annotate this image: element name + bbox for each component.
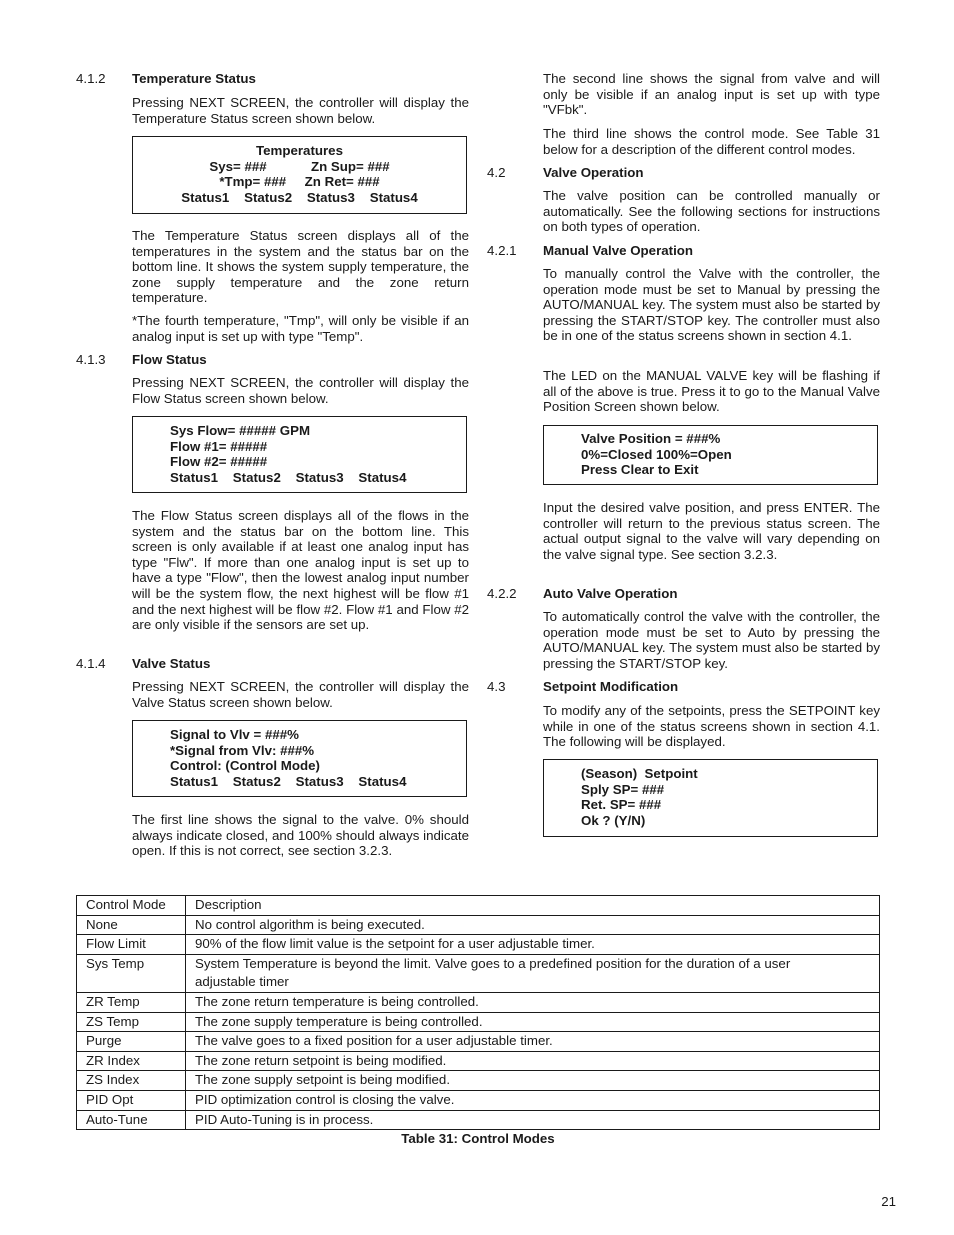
table-header-row	[77, 896, 880, 916]
lcd-screen-valve-position: Valve Position = ###% 0%=Closed 100%=Open Press Clear to Exit	[543, 425, 878, 485]
table-cell: PID optimization control is closing the valve.	[186, 1090, 880, 1110]
table-row	[77, 1110, 880, 1130]
paragraph: Pressing NEXT SCREEN, the controller will display the Temperature Status screen shown below.	[132, 95, 469, 126]
paragraph: *The fourth temperature, "Tmp", will only be visible if an analog input is set up with type "Temp".	[132, 313, 469, 344]
paragraph: To automatically control the valve with the controller, the operation mode must be set to Auto by pressing the AUTO/MANUAL key. The system must also be started by pressing the START/STOP key.	[543, 609, 880, 671]
table-header-cell: Description	[186, 896, 880, 916]
table-header-cell: Control Mode	[77, 896, 186, 916]
table-cell: PID Auto-Tuning is in process.	[186, 1110, 880, 1130]
paragraph: The Temperature Status screen displays all of the temperatures in the system and the status bar on the bottom line. It shows the system supply temperature, the zone supply temperature and the zone return temperature.	[132, 228, 469, 306]
table-caption: Table 31: Control Modes	[401, 1131, 555, 1146]
paragraph: Input the desired valve position, and press ENTER. The controller will return to the previous status screen. The actual output signal to the valve will vary depending on the valve signal type. See section 3.2.3.	[543, 500, 880, 562]
paragraph: The valve position can be controlled manually or automatically. See the following sections for instructions on both types of operation.	[543, 188, 880, 235]
table-cell: None	[77, 915, 186, 935]
table-row	[77, 1071, 880, 1091]
table-row	[77, 1012, 880, 1032]
page-number: 21	[881, 1194, 896, 1209]
lcd-screen-flow: Sys Flow= ##### GPM Flow #1= ##### Flow #2= ##### Status1 Status2 Status3 Status4	[132, 416, 467, 493]
table-cell: Sys Temp	[77, 954, 186, 992]
table-cell: No control algorithm is being executed.	[186, 915, 880, 935]
table-cell: ZR Temp	[77, 992, 186, 1012]
table-row	[77, 954, 880, 992]
control-modes-table	[76, 895, 880, 1130]
table-cell: Auto-Tune	[77, 1110, 186, 1130]
paragraph: The Flow Status screen displays all of the flows in the system and the status bar on the bottom line. This screen is only available if at least one analog input has type "Flw". If more than one analog input is set up to have a type "Flow", then the lowest analog input number will be the system flow, the next highest will be flow #1 and the next highest will be flow #2. Flow #1 and Flow #2 are only visible if the sensors are set up.	[132, 508, 469, 633]
table-cell: 90% of the flow limit value is the setpoint for a user adjustable timer.	[186, 935, 880, 955]
paragraph: The first line shows the signal to the valve. 0% should always indicate closed, and 100% should always indicate open. If this is not correct, see section 3.2.3.	[132, 812, 469, 859]
table-row	[77, 1051, 880, 1071]
table-row	[77, 935, 880, 955]
table-cell: ZS Temp	[77, 1012, 186, 1032]
table-cell: Flow Limit	[77, 935, 186, 955]
table-row	[77, 1090, 880, 1110]
paragraph: To manually control the Valve with the controller, the operation mode must be set to Manual by pressing the AUTO/MANUAL key. The system must also be started by pressing the START/STOP key. The controller must also be in one of the status screens shown in section 4.1.	[543, 266, 880, 344]
table-cell: PID Opt	[77, 1090, 186, 1110]
paragraph: The third line shows the control mode. See Table 31 below for a description of the different control modes.	[543, 126, 880, 157]
table-cell: ZS Index	[77, 1071, 186, 1091]
paragraph: The LED on the MANUAL VALVE key will be flashing if all of the above is true. Press it to go to the Manual Valve Position Screen shown below.	[543, 368, 880, 415]
paragraph: To modify any of the setpoints, press the SETPOINT key while in one of the status screens shown in section 4.1. The following will be displayed.	[543, 703, 880, 750]
table-cell: The zone return temperature is being controlled.	[186, 992, 880, 1012]
table-cell: The zone supply temperature is being controlled.	[186, 1012, 880, 1032]
paragraph: The second line shows the signal from valve and will only be visible if an analog input is set up with type "VFbk".	[543, 71, 880, 118]
table-row	[77, 992, 880, 1012]
table-cell: The zone return setpoint is being modified.	[186, 1051, 880, 1071]
table-cell: Purge	[77, 1032, 186, 1052]
table-cell: The valve goes to a fixed position for a user adjustable timer.	[186, 1032, 880, 1052]
table-cell: ZR Index	[77, 1051, 186, 1071]
lcd-screen-temperatures: Temperatures Sys= ### Zn Sup= ### *Tmp= ### Zn Ret= ### Status1 Status2 Status3 Status4	[132, 136, 467, 214]
table-row	[77, 1032, 880, 1052]
paragraph: Pressing NEXT SCREEN, the controller will display the Flow Status screen shown below.	[132, 375, 469, 406]
lcd-screen-valve: Signal to Vlv = ###% *Signal from Vlv: ###% Control: (Control Mode) Status1 Status2 Status3 Status4	[132, 720, 467, 797]
paragraph: Pressing NEXT SCREEN, the controller will display the Valve Status screen shown below.	[132, 679, 469, 710]
table-row	[77, 915, 880, 935]
lcd-screen-setpoint: (Season) Setpoint Sply SP= ### Ret. SP= ### Ok ? (Y/N)	[543, 759, 878, 837]
table-cell: System Temperature is beyond the limit. Valve goes to a predefined position for the duration of a user adjustable timer	[186, 954, 880, 992]
table-cell: The zone supply setpoint is being modified.	[186, 1071, 880, 1091]
